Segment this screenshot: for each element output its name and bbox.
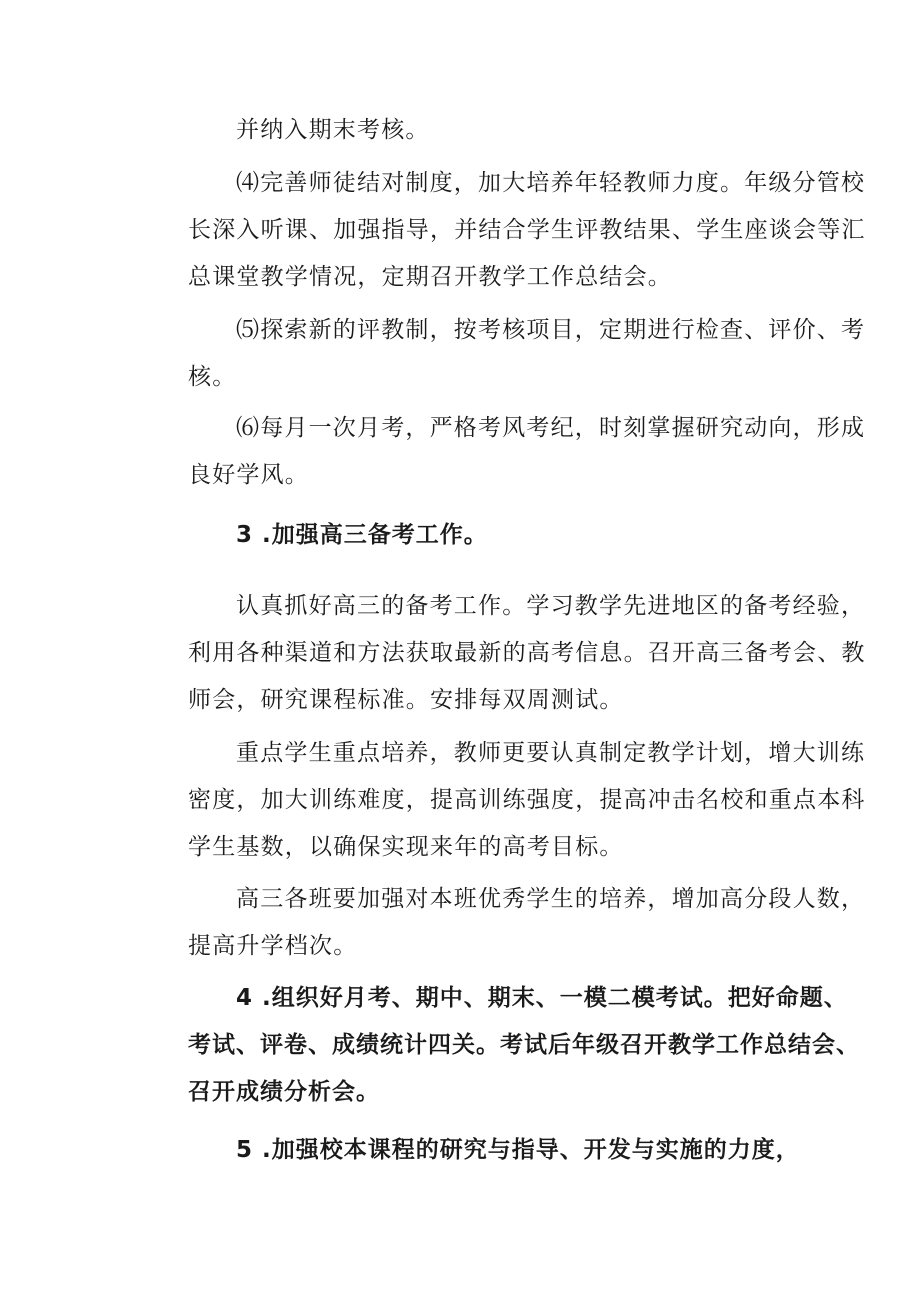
text-line: 良好学风。: [188, 462, 309, 488]
text-line: 提高升学档次。: [188, 933, 358, 959]
heading-exam-organization: [140, 975, 860, 1116]
text-line: 3 .加强高三备考工作。: [236, 522, 488, 548]
text-line: 长深入听课、加强指导，并结合学生评教结果、学生座谈会等汇: [188, 217, 866, 243]
text-line: 师会，研究课程标准。安排每双周测试。: [188, 687, 624, 713]
paragraph-top-students: [140, 876, 866, 970]
heading-senior-three-prep: [140, 512, 800, 559]
text-line: 召开成绩分析会。: [188, 1079, 380, 1105]
text-line: ⑹每月一次月考，严格考风考纪，时刻掌握研究动向，形成: [236, 415, 866, 441]
text-line: ⑸探索新的评教制，按考核项目，定期进行检查、评价、考: [236, 317, 866, 343]
text-line: 核。: [188, 364, 237, 390]
text-line: 4 .组织好月考、期中、期末、一模二模考试。把好命题、: [236, 985, 848, 1011]
paragraph-exam-assessment: [140, 107, 800, 154]
paragraph-evaluation-system: [140, 307, 866, 401]
text-line: 考试、评卷、成绩统计四关。考试后年级召开教学工作总结会、: [188, 1032, 860, 1058]
text-line: 密度，加大训练难度，提高训练强度，提高冲击名校和重点本科: [188, 787, 866, 813]
heading-school-curriculum: [140, 1127, 800, 1174]
paragraph-key-students: [140, 730, 866, 871]
text-line: 5 .加强校本课程的研究与指导、开发与实施的力度，: [236, 1137, 800, 1163]
paragraph-mentorship: [140, 160, 866, 301]
text-line: 认真抓好高三的备考工作。学习教学先进地区的备考经验，: [236, 593, 866, 619]
text-line: 利用各种渠道和方法获取最新的高考信息。召开高三备考会、教: [188, 640, 866, 666]
text-line: ⑷完善师徒结对制度，加大培养年轻教师力度。年级分管校: [236, 170, 866, 196]
text-line: 学生基数，以确保实现来年的高考目标。: [188, 834, 624, 860]
text-line: 并纳入期末考核。: [236, 117, 430, 143]
text-line: 重点学生重点培养，教师更要认真制定教学计划，增大训练: [236, 740, 866, 766]
paragraph-prep-work: [140, 583, 866, 724]
text-line: 总课堂教学情况，定期召开教学工作总结会。: [188, 264, 672, 290]
paragraph-monthly-exam: [140, 405, 866, 499]
text-line: 高三各班要加强对本班优秀学生的培养，增加高分段人数，: [236, 886, 866, 912]
